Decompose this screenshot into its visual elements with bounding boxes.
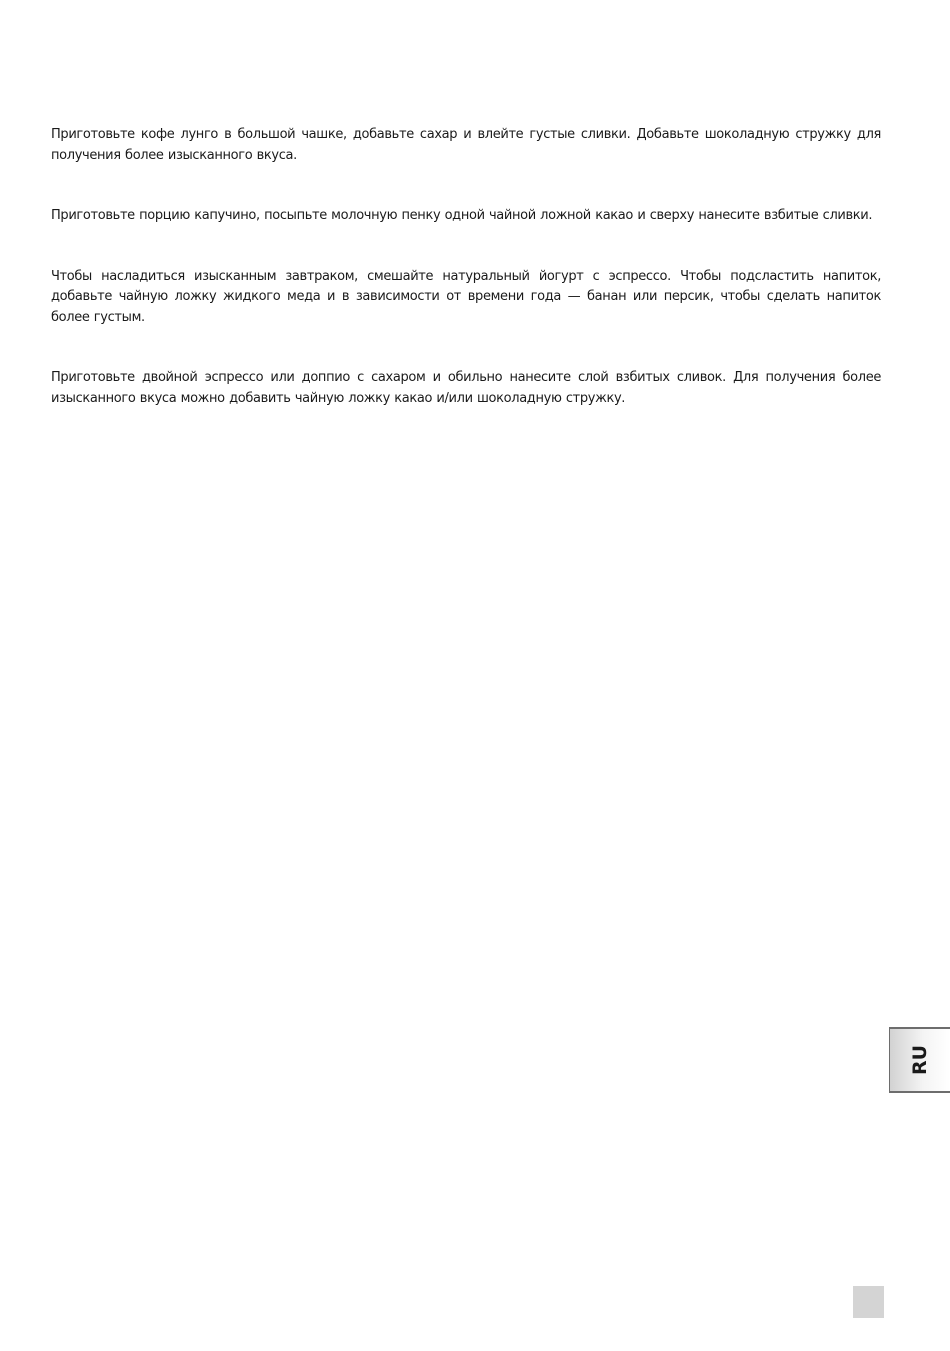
language-tab-label: RU (909, 1044, 931, 1076)
recipe-text-block (51, 125, 881, 409)
recipe-paragraph-3: Чтобы насладиться изысканным завтраком, смешайте натуральный йогурт с эспрессо. Чтобы подсластить напиток, добавьте чайную ложку жидкого меда и в зависимости от времени года — банан или персик, чтобы сделать напиток более густым. (51, 268, 881, 325)
page-number-box (853, 1286, 884, 1318)
recipe-paragraph-2: Приготовьте порцию капучино, посыпьте молочную пенку одной чайной ложной какао и сверху нанесите взбитые сливки. (51, 208, 873, 223)
recipe-paragraph-4: Приготовьте двойной эспрессо или доппио с сахаром и обильно нанесите слой взбитых сливок. Для получения более изысканного вкуса можно добавить чайную ложку какао и/или шоколадную стружку. (51, 370, 881, 406)
recipe-paragraph-1: Приготовьте кофе лунго в большой чашке, добавьте сахар и влейте густые сливки. Добавьте шоколадную стружку для получения более изысканного вкуса. (51, 127, 881, 163)
language-tab (889, 1027, 950, 1093)
